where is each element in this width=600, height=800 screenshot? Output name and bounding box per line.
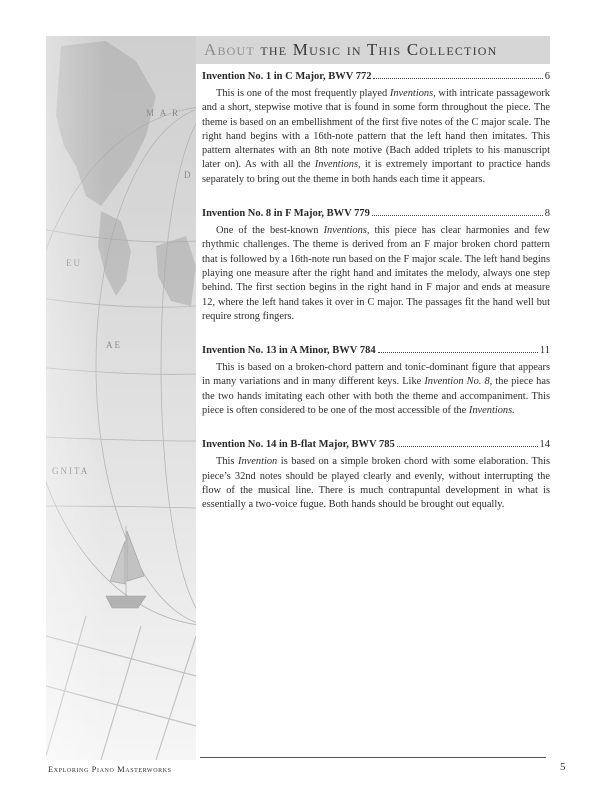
- description-text: the piece has the two hands imitating each other with both the theme and accompaniment. This piece is often considered to be one of the most accessible of the: [202, 376, 550, 417]
- entry-heading: [202, 70, 550, 84]
- section-title: [196, 36, 550, 64]
- entry-page-number: 8: [544, 208, 550, 220]
- description-italic: Invention: [238, 456, 278, 468]
- decorative-map-illustration: [46, 36, 196, 760]
- invention-entry: [202, 438, 550, 512]
- description-italic: Invention No. 8,: [424, 376, 493, 388]
- footer-divider: [200, 757, 546, 758]
- entry-description: [202, 361, 550, 418]
- description-italic: Inventions,: [323, 225, 370, 237]
- entry-title: Invention No. 13 in A Minor, BWV 784: [202, 345, 376, 357]
- entry-description: [202, 224, 550, 324]
- entry-page-number: 6: [544, 71, 550, 82]
- entry-description: [202, 455, 550, 512]
- description-text: is based on a simple broken chord with some elaboration. This piece’s 32nd notes should be played clearly and evenly, without interrupting the flow of the musical line. There is much contrapuntal development in what is essentially a two-voice fugue. Both hands should be brought out equally.: [202, 456, 550, 511]
- section-title-lead: About: [204, 40, 255, 59]
- invention-entry: [202, 344, 550, 418]
- entry-heading: [202, 344, 550, 358]
- invention-entry: [202, 70, 550, 187]
- music-collection-list: [202, 70, 550, 533]
- map-label: AE: [106, 340, 122, 350]
- entry-page-number: 14: [539, 439, 550, 451]
- invention-entry: [202, 207, 550, 324]
- map-label: M A R: [146, 108, 181, 118]
- entry-description: [202, 87, 550, 187]
- description-italic: Inventions,: [314, 159, 361, 171]
- entry-page-number: 11: [539, 345, 550, 357]
- entry-title: Invention No. 1 in C Major, BWV 772: [202, 71, 372, 82]
- entry-title: Invention No. 8 in F Major, BWV 779: [202, 208, 370, 220]
- description-text: This: [216, 456, 239, 468]
- entry-title: Invention No. 14 in B-flat Major, BWV 785: [202, 439, 395, 451]
- dot-leader: [397, 445, 538, 447]
- dot-leader: [378, 351, 538, 353]
- description-text: This is based on a broken-chord pattern and tonic-dominant figure that appears in many variations and in many different keys. Like: [202, 362, 550, 388]
- dot-leader: [372, 214, 543, 216]
- map-label: D: [184, 170, 193, 180]
- footer-series-title: Exploring Piano Masterworks: [48, 764, 172, 774]
- description-text: this piece has clear harmonies and few rhythmic challenges. The theme is derived from an F major broken chord pattern that is followed by a 16th-note run based on the F major scale. The left hand begins playing one measure after the right hand and imitates the melody, always one step behind. The first section begins in the right hand in F major and ends at measure 12, where the left hand takes it over in C major. The passages fit the hand well but require strong fingers.: [202, 225, 550, 322]
- entry-heading: [202, 438, 550, 452]
- entry-heading: [202, 207, 550, 221]
- description-italic: Inventions.: [468, 405, 515, 417]
- description-text: This is one of the most frequently played: [216, 88, 390, 99]
- page-number: 5: [560, 761, 566, 773]
- section-title-rest: the Music in This Collection: [260, 40, 498, 59]
- description-text: One of the best-known: [216, 225, 324, 237]
- description-italic: Inventions,: [389, 88, 436, 99]
- description-text: it is extremely important to practice hands separately to bring out the theme in both hands each time it appears.: [202, 159, 550, 185]
- dot-leader: [373, 77, 542, 79]
- description-text: with intricate passagework and a short, stepwise motive that is found in some form throughout the piece. The theme is based on an embellishment of the first five notes of the C major scale. The right hand begins with a 16th-note pattern that the left hand then imitates. This pattern alternates with an 8th note motive (Bach added triplets to his manuscript later on). As with all the: [202, 88, 550, 171]
